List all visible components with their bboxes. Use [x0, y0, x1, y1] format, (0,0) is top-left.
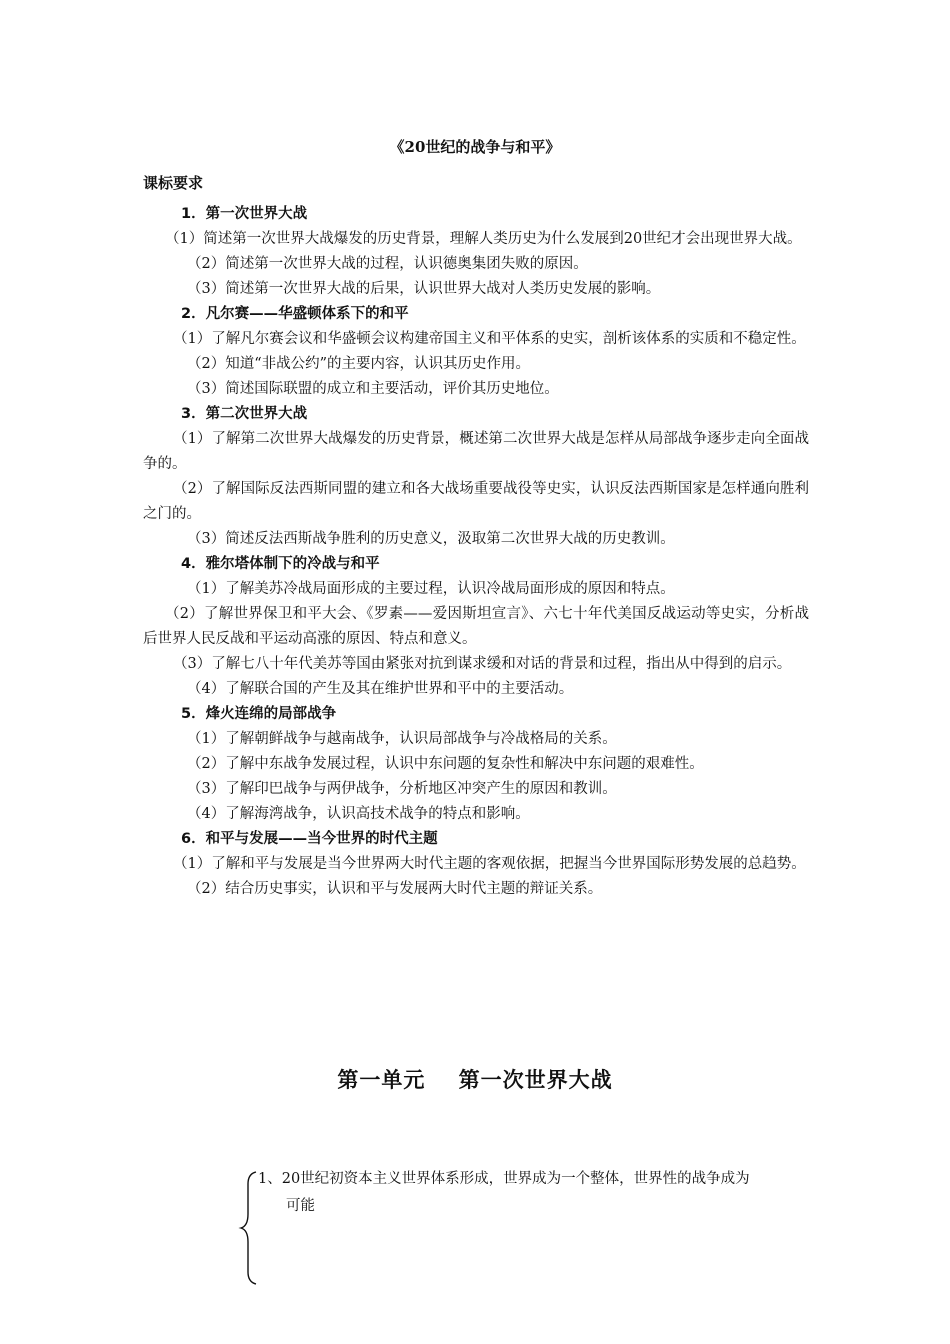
requirement-item: （2）了解国际反法西斯同盟的建立和各大战场重要战役等史实，认识反法西斯国家是怎样通向胜利之门的。: [143, 481, 809, 522]
outline-item: [258, 1166, 813, 1220]
requirement-item: （1）了解美苏冷战局面形成的主要过程，认识冷战局面形成的原因和特点。: [187, 581, 675, 597]
requirement-item: （2）知道“非战公约”的主要内容，认识其历史作用。: [187, 356, 531, 372]
requirement-item: （2）结合历史事实，认识和平与发展两大时代主题的辩证关系。: [187, 881, 603, 897]
requirement-item: （1）简述第一次世界大战爆发的历史背景，理解人类历史为什么发展到20世纪才会出现世界大战。: [165, 231, 802, 247]
curriculum-heading: 课标要求: [143, 174, 204, 192]
section-heading: 1．第一次世界大战: [181, 206, 308, 222]
unit-title: 第一单元 第一次世界大战: [337, 1068, 613, 1092]
requirement-item: （3）简述第一次世界大战的后果，认识世界大战对人类历史发展的影响。: [187, 281, 661, 297]
section-heading: 2．凡尔赛——华盛顿体系下的和平: [181, 306, 409, 322]
left-brace-icon: [238, 1170, 260, 1285]
document-title: 《20世纪的战争与和平》: [389, 138, 561, 156]
requirement-item: （1）了解凡尔赛会议和华盛顿会议构建帝国主义和平体系的史实，剖析该体系的实质和不稳定性。: [173, 331, 806, 347]
curriculum-requirements: [143, 202, 809, 902]
requirement-item: （1）了解和平与发展是当今世界两大时代主题的客观依据，把握当今世界国际形势发展的总趋势。: [173, 856, 806, 872]
section-heading: 3．第二次世界大战: [181, 406, 308, 422]
outline-item-line: 1、20世纪初资本主义世界体系形成，世界成为一个整体，世界性的战争成为: [258, 1171, 750, 1187]
requirement-item: （3）了解七八十年代美苏等国由紧张对抗到谋求缓和对话的背景和过程，指出从中得到的启示。: [173, 656, 792, 672]
requirement-item: （3）了解印巴战争与两伊战争，分析地区冲突产生的原因和教训。: [187, 781, 617, 797]
section-heading: 5．烽火连绵的局部战争: [181, 706, 337, 722]
requirement-item: （2）了解中东战争发展过程，认识中东问题的复杂性和解决中东问题的艰难性。: [187, 756, 704, 772]
requirement-item: （3）简述反法西斯战争胜利的历史意义，汲取第二次世界大战的历史教训。: [187, 531, 675, 547]
requirement-item: （1）了解第二次世界大战爆发的历史背景，概述第二次世界大战是怎样从局部战争逐步走向全面战争的。: [143, 431, 809, 472]
requirement-item: （3）简述国际联盟的成立和主要活动，评价其历史地位。: [187, 381, 559, 397]
requirement-item: （4）了解海湾战争，认识高技术战争的特点和影响。: [187, 806, 530, 822]
section-heading: 6．和平与发展——当今世界的时代主题: [181, 831, 438, 847]
requirement-item: （2）简述第一次世界大战的过程，认识德奥集团失败的原因。: [187, 256, 588, 272]
outline-item-line: 可能: [286, 1198, 315, 1214]
requirement-item: （4）了解联合国的产生及其在维护世界和平中的主要活动。: [187, 681, 574, 697]
requirement-item: （1）了解朝鲜战争与越南战争，认识局部战争与冷战格局的关系。: [187, 731, 617, 747]
section-heading: 4．雅尔塔体制下的冷战与和平: [181, 556, 380, 572]
requirement-item: （2）了解世界保卫和平大会、《罗素——爱因斯坦宣言》、六七十年代美国反战运动等史实，分析战后世界人民反战和平运动高涨的原因、特点和意义。: [143, 606, 809, 647]
